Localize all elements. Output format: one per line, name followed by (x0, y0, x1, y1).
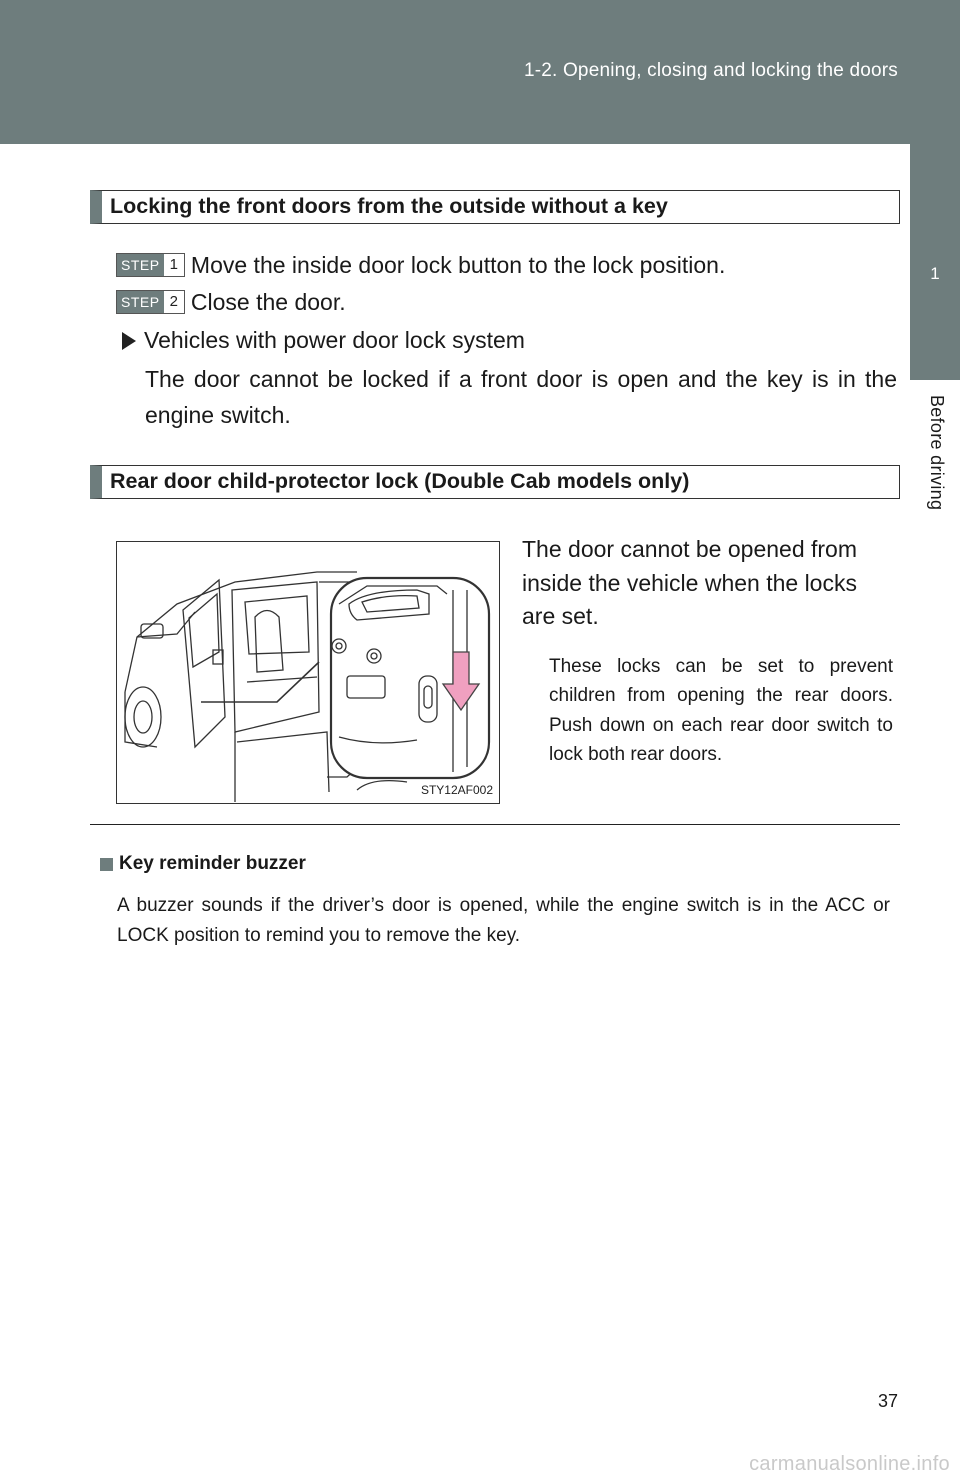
step-badge-label: STEP (117, 254, 164, 276)
step-2 (116, 288, 346, 316)
bullet-power-lock (122, 327, 525, 354)
step-badge (116, 290, 185, 314)
side-tab (910, 144, 960, 380)
side-tab-label: Before driving (927, 395, 947, 511)
truck-door-illustration (117, 542, 501, 805)
step-text: Close the door. (190, 288, 346, 315)
child-lock-note: These locks can be set to prevent children from opening the rear doors. Push down on each rear door switch to lock both rear doors. (549, 656, 893, 765)
step-badge (116, 253, 185, 277)
step-1 (116, 251, 725, 279)
bullet-text: Vehicles with power door lock system (144, 327, 525, 353)
figure-code: STY12AF002 (420, 783, 493, 797)
step-badge-number: 2 (164, 291, 184, 313)
section-heading-child-lock: Rear door child-protector lock (Double Cab models only) (90, 465, 900, 499)
note-heading (100, 853, 306, 875)
step-badge-number: 1 (164, 254, 184, 276)
triangle-bullet-icon (122, 332, 136, 350)
step-text: Move the inside door lock button to the lock position. (190, 251, 726, 278)
page-number: 37 (877, 1391, 898, 1411)
header-title: 1-2. Opening, closing and locking the doors (523, 60, 898, 81)
step-badge-label: STEP (117, 291, 164, 313)
power-lock-paragraph: The door cannot be locked if a front door is open and the key is in the engine switch. (145, 366, 897, 428)
divider (90, 824, 900, 825)
side-tab-number: 1 (930, 264, 940, 283)
child-lock-figure (116, 541, 500, 804)
watermark: carmanualsonline.info (749, 1453, 950, 1475)
section-heading-locking: Locking the front doors from the outside without a key (90, 190, 900, 224)
child-lock-main-text: The door cannot be opened from inside the vehicle when the locks are set. (522, 536, 858, 629)
note-heading-text: Key reminder buzzer (119, 853, 306, 874)
square-bullet-icon (100, 858, 113, 871)
header-band (0, 0, 960, 144)
note-body: A buzzer sounds if the driver’s door is opened, while the engine switch is in the ACC or LOCK position to remind you to remove the key. (117, 895, 890, 946)
